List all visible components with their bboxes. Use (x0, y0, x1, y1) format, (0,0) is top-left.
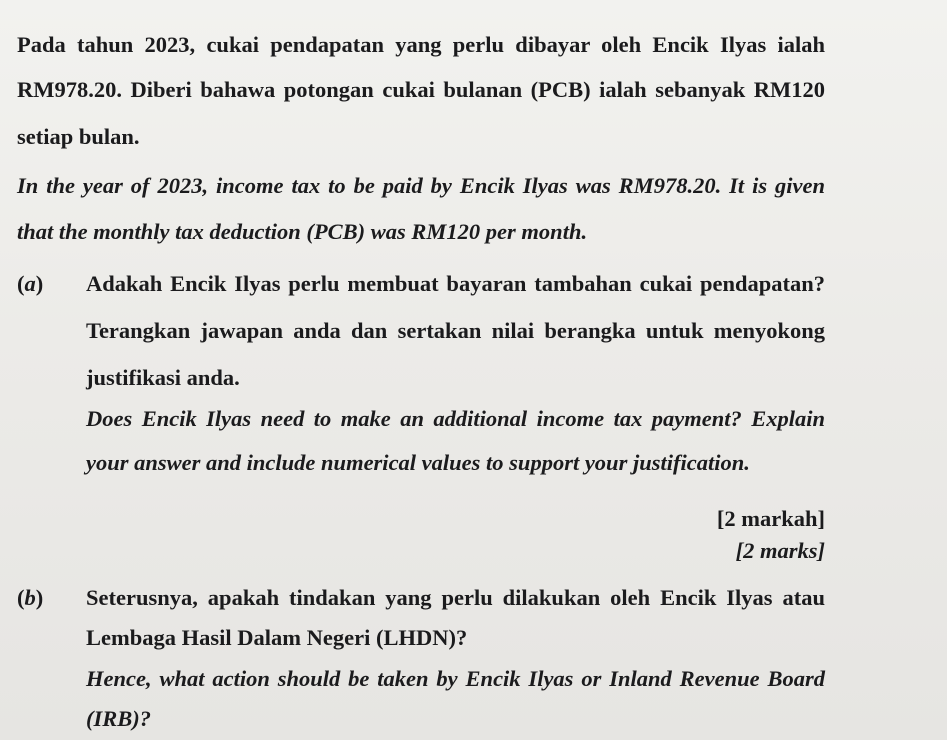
question-a-en-line-1: Does Encik Ilyas need to make an additional income tax payment? Explain (86, 406, 825, 431)
question-b-ms-line-1: Seterusnya, apakah tindakan yang perlu dilakukan oleh Encik Ilyas atau (86, 585, 825, 610)
intro-ms-line-2: RM978.20. Diberi bahawa potongan cukai bulanan (PCB) ialah sebanyak RM120 (17, 77, 825, 102)
intro-en-line-2: that the monthly tax deduction (PCB) was RM120 per month. (17, 219, 588, 244)
intro-ms-line-3: setiap bulan. (17, 124, 140, 149)
intro-en-line-1: In the year of 2023, income tax to be paid by Encik Ilyas was RM978.20. It is given (17, 173, 825, 198)
question-b-label: (b) (17, 585, 44, 610)
question-a-ms-line-2: Terangkan jawapan anda dan sertakan nilai berangka untuk menyokong (86, 318, 825, 343)
intro-ms-line-1: Pada tahun 2023, cukai pendapatan yang perlu dibayar oleh Encik Ilyas ialah (17, 32, 825, 57)
question-b-en-line-1: Hence, what action should be taken by Encik Ilyas or Inland Revenue Board (86, 666, 825, 691)
question-a-label: (a) (17, 271, 44, 296)
marks-en: [2 marks] (735, 538, 825, 563)
question-a-ms-line-1: Adakah Encik Ilyas perlu membuat bayaran tambahan cukai pendapatan? (86, 271, 825, 296)
question-a-ms-line-3: justifikasi anda. (86, 365, 240, 390)
marks-ms: [2 markah] (716, 506, 825, 531)
question-b-en-line-2: (IRB)? (86, 706, 152, 731)
question-a-en-line-2: your answer and include numerical values to support your justification. (86, 450, 750, 475)
question-b-ms-line-2: Lembaga Hasil Dalam Negeri (LHDN)? (86, 625, 468, 650)
